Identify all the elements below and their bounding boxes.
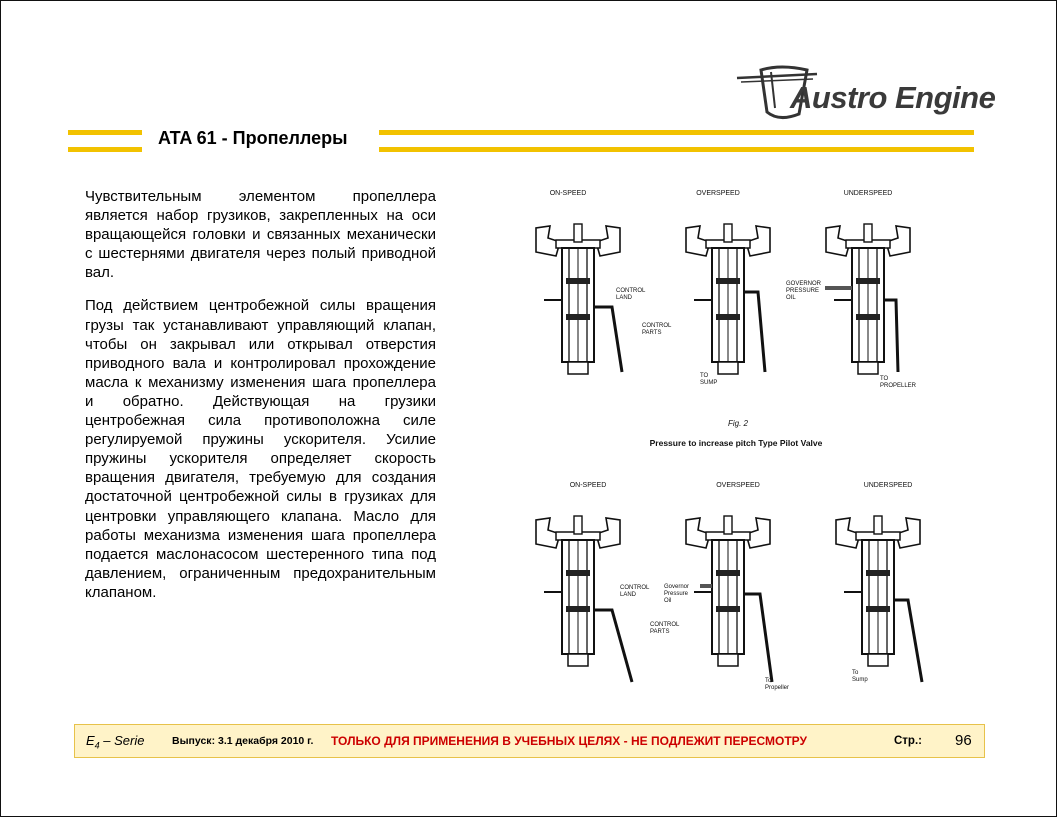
top-label-underspeed: UNDERSPEED	[843, 190, 893, 197]
paragraph: Чувствительным элементом пропеллера является набор грузиков, закрепленных на оси вращающейся головки и связанных механически с шестернями двигателя через полый приводной вал.	[85, 188, 436, 282]
top-label-overspeed: OVERSPEED	[696, 190, 740, 197]
valve-bottom-overspeed	[686, 516, 770, 666]
bottom-label-on-speed: ON-SPEED	[569, 482, 607, 489]
bottom-label-underspeed: UNDERSPEED	[863, 482, 913, 489]
annot-control-parts: CONTROL PARTS	[642, 323, 672, 336]
annot-bottom-control-land: CONTROL LAND	[620, 585, 650, 598]
valve-on-speed	[536, 224, 620, 374]
annot-bottom-governor-pressure-oil: Governor Pressure Oil	[664, 584, 690, 604]
header-bar-right-bottom	[379, 147, 974, 152]
paragraph: Под действием центробежной силы вращения грузы так устанавливают управляющий клапан, чтобы он закрывал или открывал отверстия приводного вала и контролировал прохождение масла к механизму изменения шага пропеллера и обратно. Действующая на грузики центробежная сила противоположна силе регулируемой пружины ускорителя. Усилие пружины ускорителя определяет скорость вращения двигателя, требуемую для создания достаточной центробежной силы в грузиках для центровки управляющего клапана. Масло для работы механизма изменения шага пропеллера подается маслонасосом шестеренного типа под давлением, ограниченным предохранительным клапаном.	[85, 297, 436, 601]
top-label-on-speed: ON-SPEED	[549, 190, 587, 197]
annot-to-propeller: TO PROPELLER	[880, 376, 917, 389]
valve-bottom-underspeed	[836, 516, 920, 666]
bottom-label-overspeed: OVERSPEED	[716, 482, 760, 489]
annot-governor-pressure-oil: GOVERNOR PRESSURE OIL	[786, 281, 822, 301]
annot-to-sump: TO SUMP	[700, 373, 718, 386]
header-bar-left-bottom	[68, 147, 142, 152]
page-number: 96	[955, 732, 972, 749]
series-label: $E_4$ – Serie	[86, 733, 145, 751]
annot-control-land: CONTROL LAND	[616, 288, 646, 301]
header-bar-left-top	[68, 130, 142, 135]
footer-bar	[74, 724, 985, 758]
valve-bottom-on-speed	[536, 516, 620, 666]
annot-bottom-to-sump: To Sump	[852, 670, 868, 683]
header-bar-right-top	[379, 130, 974, 135]
annot-bottom-to-propeller: To Propeller	[765, 678, 790, 691]
figure-caption: Pressure to increase pitch Type Pilot Valve	[649, 438, 823, 448]
body-text	[85, 187, 436, 616]
page-label: Стр.:	[894, 735, 922, 747]
training-notice: ТОЛЬКО ДЛЯ ПРИМЕНЕНИЯ В УЧЕБНЫХ ЦЕЛЯХ - НЕ ПОДЛЕЖИТ ПЕРЕСМОТРУ	[331, 734, 807, 748]
page-title: ATA 61 - Пропеллеры	[158, 128, 348, 148]
annot-bottom-control-parts: CONTROL PARTS	[650, 622, 680, 635]
pilot-valve-diagram	[460, 182, 966, 712]
issue-date: Выпуск: 3.1 декабря 2010 г.	[172, 735, 314, 747]
figure-number: Fig. 2	[727, 419, 749, 428]
brand-name: Austro Engine	[790, 80, 996, 115]
